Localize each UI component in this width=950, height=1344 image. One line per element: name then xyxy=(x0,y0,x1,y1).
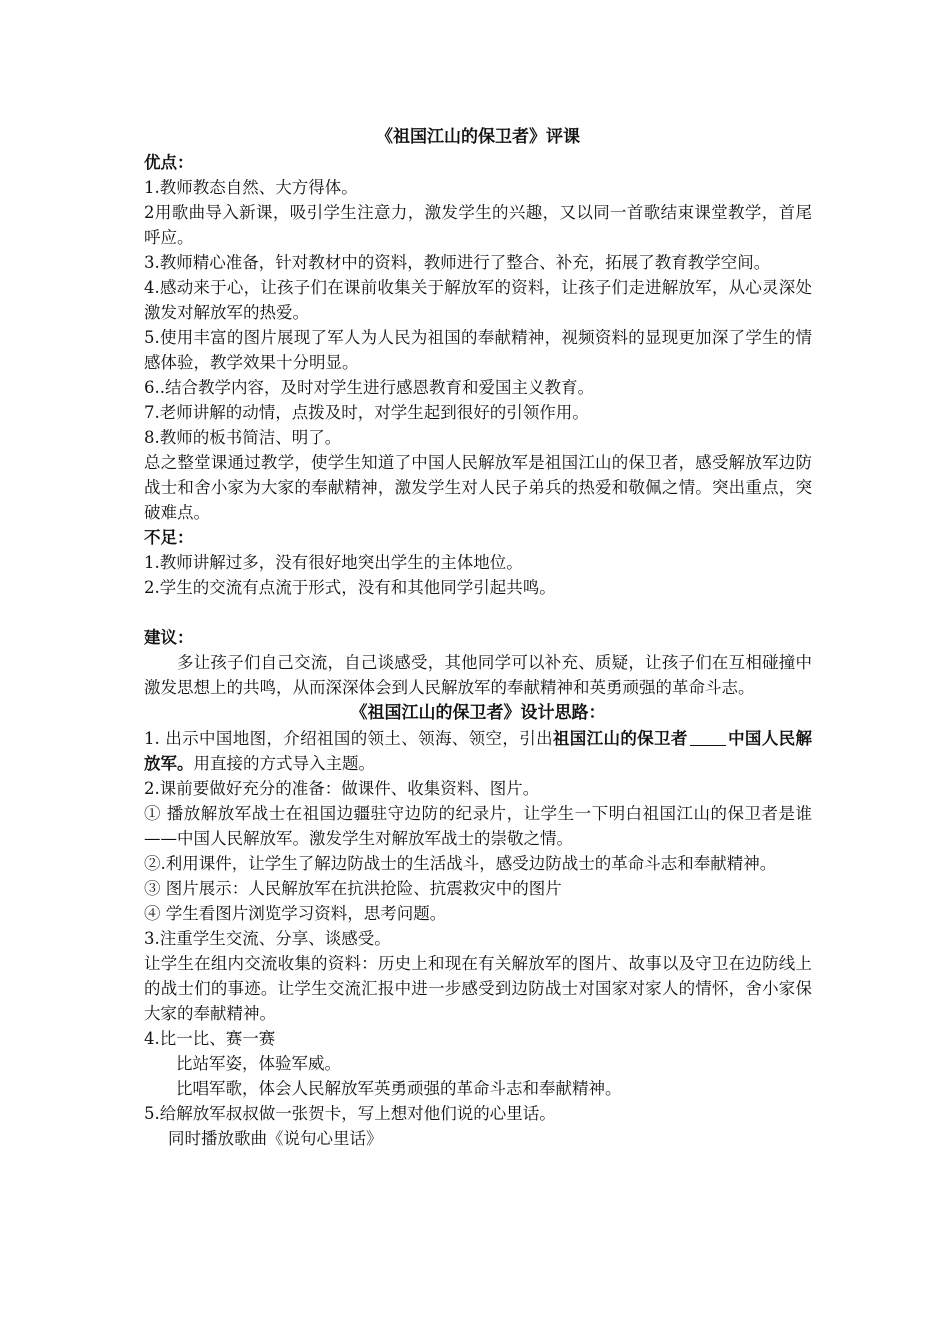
suggest-paragraph: 多让孩子们自己交流，自己谈感受，其他同学可以补充、质疑，让孩子们在互相碰撞中激发思想上的共鸣，从而深深体会到人民解放军的奉献精神和英勇顽强的革命斗志。 xyxy=(144,653,812,697)
cons-item: 2.学生的交流有点流于形式，没有和其他同学引起共鸣。 xyxy=(144,578,556,597)
design-1-bold-a: 祖国江山的保卫者 xyxy=(552,729,688,748)
design-item-3: 3.注重学生交流、分享、谈感受。 xyxy=(144,929,391,948)
document-page xyxy=(144,124,812,1151)
design-1-outro: 用直接的方式导入主题。 xyxy=(193,754,375,773)
design-sub-item: ③ 图片展示：人民解放军在抗洪抢险、抗震救灾中的图片 xyxy=(144,879,562,898)
pros-item: 5.使用丰富的图片展现了军人为人民为祖国的奉献精神，视频资料的显现更加深了学生的情感体验，教学效果十分明显。 xyxy=(144,328,812,372)
underline-blank xyxy=(690,729,726,746)
review-title: 《祖国江山的保卫者》评课 xyxy=(376,127,580,147)
design-item-1 xyxy=(144,726,812,776)
pros-item: 7.老师讲解的动情，点拨及时，对学生起到很好的引领作用。 xyxy=(144,403,589,422)
blank-line xyxy=(144,600,812,625)
cons-heading: 不足： xyxy=(144,528,194,547)
design-item-4: 4.比一比、赛一赛 xyxy=(144,1029,276,1048)
design-1-intro: 1. 出示中国地图，介绍祖国的领土、领海、领空，引出 xyxy=(144,729,553,748)
pros-item: 1.教师教态自然、大方得体。 xyxy=(144,178,358,197)
pros-heading: 优点： xyxy=(144,153,194,172)
design-title: 《祖国江山的保卫者》设计思路： xyxy=(350,703,606,723)
pros-item: 3.教师精心准备，针对教材中的资料，教师进行了整合、补充，拓展了教育教学空间。 xyxy=(144,253,771,272)
design-5-sub: 同时播放歌曲《说句心里话》 xyxy=(168,1129,383,1148)
design-1-bold-b: 中国人民解放军。 xyxy=(144,729,812,773)
design-item-5: 5.给解放军叔叔做一张贺卡，写上想对他们说的心里话。 xyxy=(144,1104,556,1123)
suggest-heading: 建议： xyxy=(144,628,194,647)
pros-item: 4.感动来于心，让孩子们在课前收集关于解放军的资料，让孩子们走进解放军，从心灵深处激发对解放军的热爱。 xyxy=(144,278,812,322)
pros-item: 6..结合教学内容，及时对学生进行感恩教育和爱国主义教育。 xyxy=(144,378,594,397)
design-item-2: 2.课前要做好充分的准备：做课件、收集资料、图片。 xyxy=(144,779,540,798)
design-3-text: 让学生在组内交流收集的资料：历史上和现在有关解放军的图片、故事以及守卫在边防线上的战士们的事迹。让学生交流汇报中进一步感受到边防战士对国家对家人的情怀，舍小家保大家的奉献精神。 xyxy=(144,954,812,1023)
pros-item: 2用歌曲导入新课，吸引学生注意力，激发学生的兴趣，又以同一首歌结束课堂教学，首尾呼应。 xyxy=(144,203,812,247)
summary-paragraph: 总之整堂课通过教学，使学生知道了中国人民解放军是祖国江山的保卫者，感受解放军边防战士和舍小家为大家的奉献精神，激发学生对人民子弟兵的热爱和敬佩之情。突出重点，突破难点。 xyxy=(144,453,812,522)
design-sub-item: ① 播放解放军战士在祖国边疆驻守边防的纪录片，让学生一下明白祖国江山的保卫者是谁——中国人民解放军。激发学生对解放军战士的崇敬之情。 xyxy=(144,804,812,848)
pros-item: 8.教师的板书简洁、明了。 xyxy=(144,428,342,447)
design-4-sub: 比唱军歌，体会人民解放军英勇顽强的革命斗志和奉献精神。 xyxy=(176,1079,622,1098)
design-sub-item: ②.利用课件，让学生了解边防战士的生活战斗，感受边防战士的革命斗志和奉献精神。 xyxy=(144,854,777,873)
design-4-sub: 比站军姿，体验军威。 xyxy=(176,1054,341,1073)
cons-item: 1.教师讲解过多，没有很好地突出学生的主体地位。 xyxy=(144,553,523,572)
design-sub-item: ④ 学生看图片浏览学习资料，思考问题。 xyxy=(144,904,447,923)
